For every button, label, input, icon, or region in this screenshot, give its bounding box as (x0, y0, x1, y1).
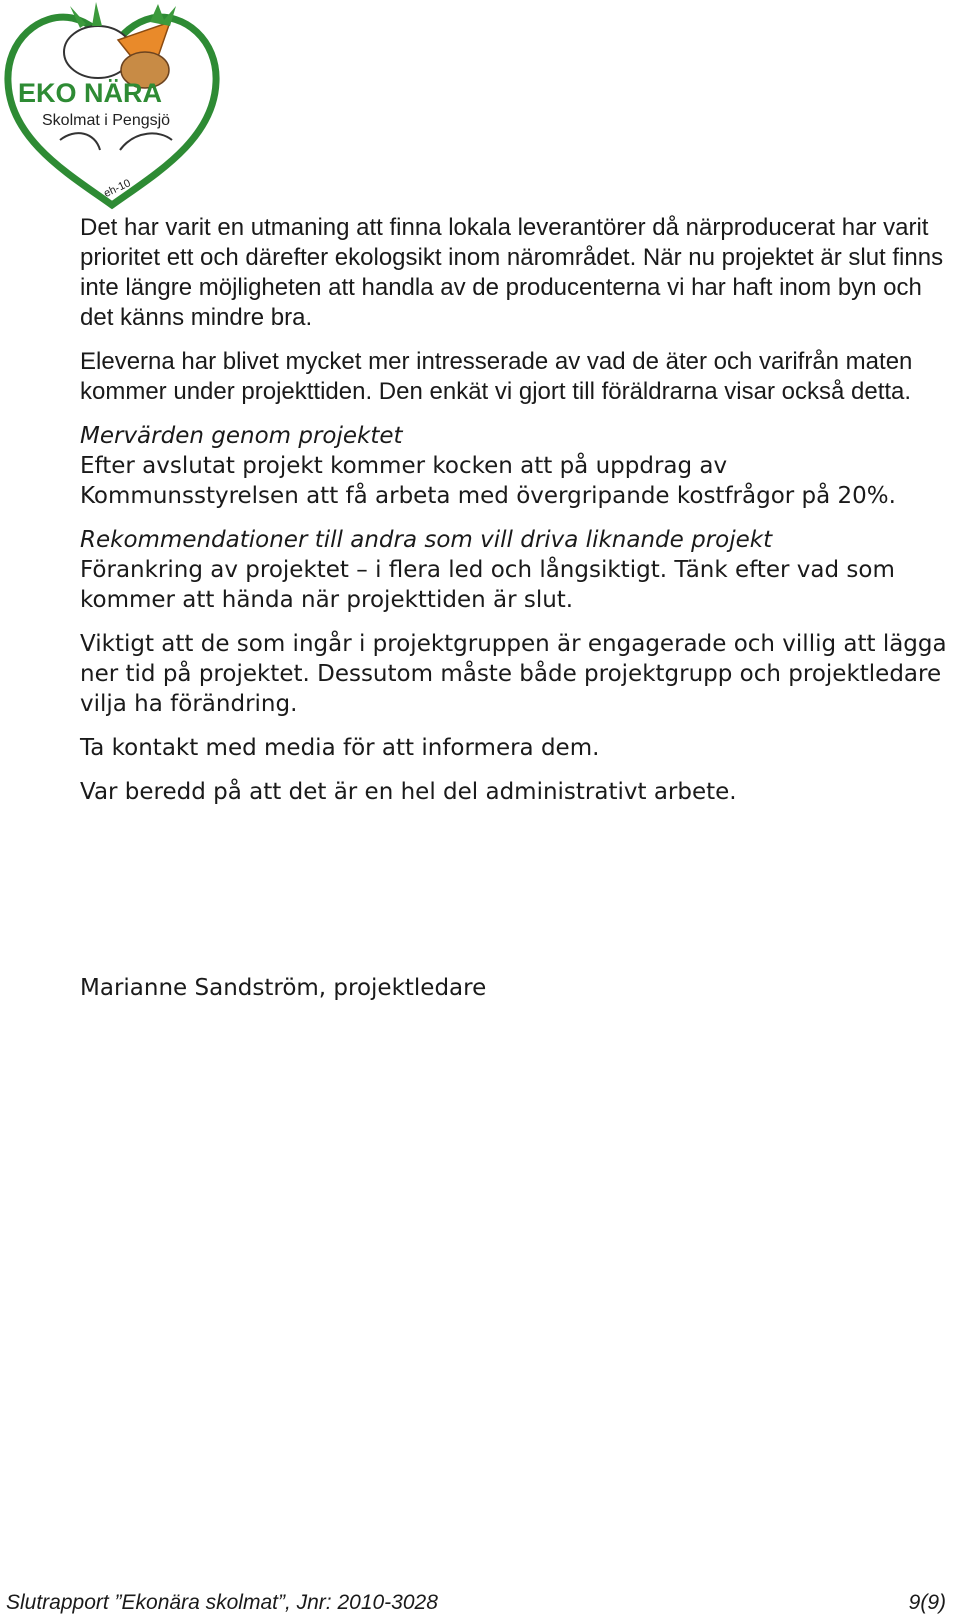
paragraph-engagement: Viktigt att de som ingår i projektgruppen är engagerade och villig att lägga ner tid på projektet. Dessutom måste både projektgrupp och projektledare vilja ha förändring. (80, 631, 947, 717)
paragraph-suppliers: Det har varit en utmaning att finna lokala leverantörer då närproducerat har varit prioritet ett och därefter ekologsikt inom närområdet. När nu projektet är slut finns inte längre möjligheten att handla av de producenterna vi har haft inom byn och det känns mindre bra. (80, 214, 944, 331)
logo-title: EKO NÄRA (18, 78, 163, 108)
eko-nara-logo (0, 0, 225, 215)
paragraph-anchoring: Förankring av projektet – i flera led och långsiktigt. Tänk efter vad som kommer att hända när projekttiden är slut. (80, 557, 895, 613)
heading-recommendations: Rekommendationer till andra som vill driva liknande projekt (80, 527, 773, 553)
paragraph-media: Ta kontakt med media för att informera dem. (80, 735, 600, 761)
footer-report-title: Slutrapport ”Ekonära skolmat”, Jnr: 2010-3028 (6, 1591, 438, 1614)
signature: Marianne Sandström, projektledare (80, 975, 487, 1001)
section-recommendations (80, 525, 948, 615)
paragraph-pupils: Eleverna har blivet mycket mer intresserade av vad de äter och varifrån maten kommer under projekttiden. Den enkät vi gjort till föräldrarna visar också detta. (80, 348, 913, 405)
paragraph-admin: Var beredd på att det är en hel del administrativt arbete. (80, 779, 737, 805)
logo-subtitle: Skolmat i Pengsjö (42, 112, 171, 129)
heading-added-value: Mervärden genom projektet (80, 423, 403, 449)
document-body (80, 213, 948, 821)
paragraph-added-value: Efter avslutat projekt kommer kocken att på uppdrag av Kommunsstyrelsen att få arbeta med övergripande kostfrågor på 20%. (80, 453, 896, 509)
footer-page-number: 9(9) (908, 1591, 946, 1614)
section-added-value (80, 421, 948, 511)
logo-tag: eh-10 (102, 177, 133, 200)
